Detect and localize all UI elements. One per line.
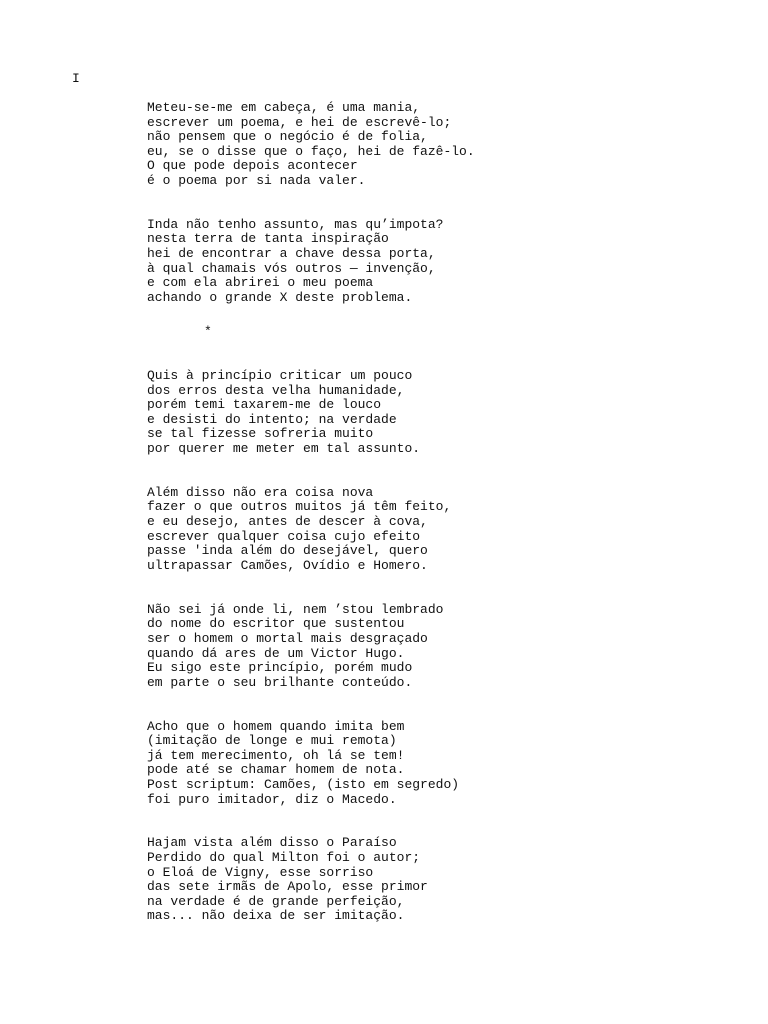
verse-line: Não sei já onde li, nem ’stou lembrado [147, 601, 444, 617]
verse-line: Eu sigo este princípio, porém mudo [147, 660, 413, 676]
verse-line: quando dá ares de um Victor Hugo. [147, 645, 405, 661]
verse-line: por querer me meter em tal assunto. [147, 440, 421, 456]
verse-line: das sete irmãs de Apolo, esse primor [147, 879, 428, 895]
verse-line: ultrapassar Camões, Ovídio e Homero. [147, 557, 428, 573]
verse-line: mas... não deixa de ser imitação. [147, 908, 405, 924]
verse-line: nesta terra de tanta inspiração [147, 231, 389, 247]
verse-line: o Eloá de Vigny, esse sorriso [147, 864, 374, 880]
verse-line: Além disso não era coisa nova [147, 484, 374, 500]
poem-body [147, 101, 747, 953]
verse-line: é o poema por si nada valer. [147, 172, 366, 188]
verse-line: hei de encontrar a chave dessa porta, [147, 246, 436, 262]
verse-line: eu, se o disse que o faço, hei de fazê-lo. [147, 143, 475, 159]
verse-line: Post scriptum: Camões, (isto em segredo) [147, 776, 460, 792]
verse-line: pode até se chamar homem de nota. [147, 762, 405, 778]
verse-line: Hajam vista além disso o Paraíso [147, 835, 397, 851]
verse-line: escrever qualquer coisa cujo efeito [147, 528, 421, 544]
section-separator: * [204, 324, 212, 340]
stanza [147, 836, 747, 924]
verse-line: Acho que o homem quando imita bem [147, 718, 405, 734]
verse-line: Meteu-se-me em cabeça, é uma mania, [147, 100, 421, 115]
verse-line: do nome do escritor que sustentou [147, 616, 405, 632]
verse-line: se tal fizesse sofreria muito [147, 426, 374, 442]
verse-line: e eu desejo, antes de descer à cova, [147, 514, 428, 530]
verse-line: porém temi taxarem-me de louco [147, 397, 382, 413]
verse-line: O que pode depois acontecer [147, 158, 358, 174]
verse-line: Perdido do qual Milton foi o autor; [147, 850, 421, 866]
verse-line: dos erros desta velha humanidade, [147, 382, 405, 398]
verse-line: fazer o que outros muitos já têm feito, [147, 499, 452, 515]
stanza [147, 369, 747, 457]
verse-line: passe 'inda além do desejável, quero [147, 543, 428, 559]
verse-line: não pensem que o negócio é de folia, [147, 129, 428, 145]
verse-line: ser o homem o mortal mais desgraçado [147, 630, 428, 646]
verse-line: foi puro imitador, diz o Macedo. [147, 791, 397, 807]
verse-line: achando o grande X deste problema. [147, 289, 413, 305]
verse-line: (imitação de longe e mui remota) [147, 733, 397, 749]
section-numeral: I [72, 71, 80, 86]
verse-line: Inda não tenho assunto, mas qu’impota? [147, 216, 444, 232]
verse-line: à qual chamais vós outros — invenção, [147, 260, 436, 276]
stanza [147, 603, 747, 691]
verse-line: Quis à princípio criticar um pouco [147, 368, 413, 384]
stanza [147, 720, 747, 808]
stanza [147, 218, 747, 306]
verse-line: na verdade é de grande perfeição, [147, 893, 405, 909]
verse-line: e com ela abrirei o meu poema [147, 275, 374, 291]
verse-line: escrever um poema, e hei de escrevê-lo; [147, 114, 452, 130]
verse-line: e desisti do intento; na verdade [147, 411, 397, 427]
verse-line: já tem merecimento, oh lá se tem! [147, 747, 405, 763]
stanza [147, 101, 747, 189]
verse-line: em parte o seu brilhante conteúdo. [147, 674, 413, 690]
stanza [147, 486, 747, 574]
